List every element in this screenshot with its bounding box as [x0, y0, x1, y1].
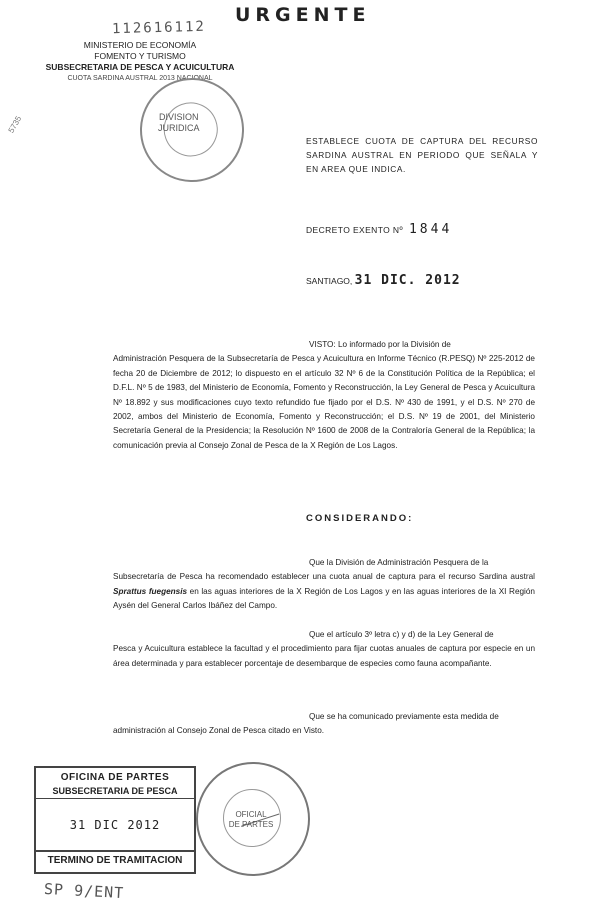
c2-body: Pesca y Acuicultura establece la facultad y el procedimiento para fijar cuotas anuales de captura por especie en un área determinada y para establecer porcentaje de desembarque de especies como fauna acompañante. [113, 644, 535, 668]
c1-text-before: Subsecretaría de Pesca ha recomendado establecer una cuota anual de captura para el recurso Sardina austral [113, 572, 535, 582]
visto-body: Administración Pesquera de la Subsecretaría de Pesca y Acuicultura en Informe Técnico (R.PESQ) Nº 225-2012 de fecha 20 de Diciembre de 2012; lo dispuesto en el artículo 32 Nº 6 de la Constitución Política de la República; el D.F.L. Nº 5 de 1983, del Ministerio de Economía, Fomento y Reconstrucción, la Ley General de Pesca y Acuicultura Nº 18.892 y sus modificaciones cuyo texto refundido fue fijado por el D.S. Nº 430 de 1991, y el D.S. Nº 270 de 2002, ambos del Ministerio de Economía, Fomento y Reconstrucción; el D.S. Nº 19 de 2001, del Ministerio Secretaría General de la Presidencia; la Resolución Nº 1600 de 2008 de la Contraloría General de la República; la comunicación previa al Consejo Zonal de Pesca de la X Región de Los Lagos. [113, 354, 535, 450]
round-stamp-text [220, 810, 282, 830]
visto-paragraph [113, 338, 535, 453]
office-stamp-line1: OFICINA DE PARTES [60, 772, 170, 783]
c2-lead: Que el artículo 3º letra c) y d) de la Ley General de [309, 630, 494, 639]
ministry-line-1: MINISTERIO DE ECONOMÍA [83, 40, 197, 50]
decree-subject: ESTABLECE CUOTA DE CAPTURA DEL RECURSO SARDINA AUSTRAL EN PERIODO QUE SEÑALA Y EN AREA QUE INDICA. [306, 136, 538, 174]
office-stamp-line2: SUBSECRETARIA DE PESCA [36, 786, 194, 799]
decree-number-line [306, 222, 452, 237]
division-line-1: DIVISION [159, 112, 199, 122]
place: SANTIAGO, [306, 276, 353, 286]
c1-text-after: en las aguas interiores de la X Región de Los Lagos y en las aguas interiores de la XI Región Aysén del General Carlos Ibáñez del Campo. [113, 586, 535, 611]
decree-label: DECRETO EXENTO Nº [306, 225, 403, 235]
decree-date: 31 DIC. 2012 [354, 273, 461, 288]
c1-lead: Que la División de Administración Pesquera de la [309, 558, 489, 567]
ministry-line-3: SUBSECRETARIA DE PESCA Y ACUICULTURA [45, 62, 235, 72]
office-stamp-date: 31 DIC 2012 [69, 818, 161, 832]
place-date-line [306, 273, 461, 288]
division-stamp-text [158, 112, 200, 134]
considerando-heading: CONSIDERANDO: [306, 513, 414, 524]
margin-note: 5735 [6, 114, 24, 135]
office-stamp-line4: TERMINO DE TRAMITACION [36, 850, 194, 866]
decree-number: 1844 [408, 222, 453, 237]
office-stamp [34, 766, 196, 874]
c3-lead: Que se ha comunicado previamente esta medida de [309, 712, 499, 721]
ministry-line-2: FOMENTO Y TURISMO [94, 51, 186, 61]
ministry-header [40, 40, 240, 84]
considerando-2 [113, 628, 535, 671]
considerando-3 [113, 710, 535, 739]
round-stamp-line2: DE PARTES [228, 820, 274, 829]
c3-body: administración al Consejo Zonal de Pesca citado en Visto. [113, 726, 325, 736]
footer-handwritten-note: SP 9/ENT [43, 879, 125, 903]
reference-number: 112616112 [111, 18, 207, 38]
visto-lead: VISTO: Lo informado por la División de [309, 340, 451, 349]
oficial-partes-stamp [196, 762, 310, 876]
round-stamp-line1: OFICIAL [235, 810, 267, 819]
considerando-1 [113, 556, 535, 614]
division-line-2: JURIDICA [158, 123, 200, 133]
species-name: Sprattus fuegensis [113, 586, 188, 596]
c1-body [113, 570, 535, 613]
urgent-label: URGENTE [235, 4, 371, 26]
ministry-line-4: CUOTA SARDINA AUSTRAL 2013 NACIONAL [67, 75, 213, 82]
